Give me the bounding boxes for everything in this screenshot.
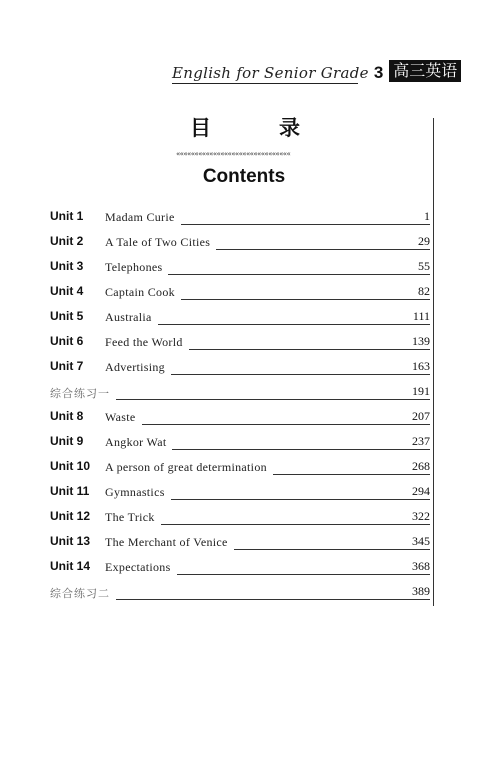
- page-number: 1: [424, 209, 430, 223]
- entry-title: The Merchant of Venice: [105, 535, 228, 549]
- chinese-label-badge: 高三英语: [389, 60, 461, 82]
- entry-title: Captain Cook: [105, 285, 175, 299]
- page-number: 368: [412, 559, 430, 573]
- toc-entry: [46, 379, 436, 404]
- page-number: 55: [418, 259, 430, 273]
- toc-title: [190, 112, 300, 142]
- toc-entry: [46, 354, 436, 379]
- entry-title: Madam Curie: [105, 210, 175, 224]
- toc-title-char: 目: [190, 116, 211, 140]
- leader-line: [171, 499, 430, 500]
- page-number: 191: [412, 384, 430, 398]
- leader-line: [171, 374, 430, 375]
- page-number: 389: [412, 584, 430, 598]
- entry-title: Australia: [105, 310, 152, 324]
- entry-title: Expectations: [105, 560, 171, 574]
- toc-entry: [46, 554, 436, 579]
- entry-title: 综合练习二: [50, 587, 110, 600]
- unit-label: Unit 3: [50, 259, 84, 273]
- toc-entry: [46, 279, 436, 304]
- leader-line: [177, 574, 430, 575]
- entry-title: Feed the World: [105, 335, 183, 349]
- page-number: 82: [418, 284, 430, 298]
- page-number: 237: [412, 434, 430, 448]
- leader-line: [142, 424, 430, 425]
- leader-line: [172, 449, 430, 450]
- entry-title: A person of great determination: [105, 460, 267, 474]
- entry-title: Telephones: [105, 260, 163, 274]
- toc-entry: [46, 254, 436, 279]
- page-number: 345: [412, 534, 430, 548]
- toc-entry: [46, 229, 436, 254]
- leader-line: [116, 599, 430, 600]
- entry-title: Advertising: [105, 360, 165, 374]
- decorative-divider: «««««««««««««««««««««««««««««««: [176, 150, 291, 158]
- book-title: English for Senior Grade: [172, 64, 369, 82]
- unit-label: Unit 13: [50, 534, 91, 548]
- entry-title: The Trick: [105, 510, 155, 524]
- unit-label: Unit 11: [50, 484, 90, 498]
- page-number: 294: [412, 484, 430, 498]
- page-number: 163: [412, 359, 430, 373]
- toc-entry: [46, 329, 436, 354]
- toc-entry: [46, 429, 436, 454]
- header-rule: [172, 83, 358, 84]
- toc-entry: [46, 304, 436, 329]
- page-number: 139: [412, 334, 430, 348]
- unit-label: Unit 2: [50, 234, 84, 248]
- unit-label: Unit 10: [50, 459, 91, 473]
- toc-entry: [46, 479, 436, 504]
- unit-label: Unit 12: [50, 509, 91, 523]
- entry-title: Waste: [105, 410, 136, 424]
- unit-label: Unit 4: [50, 284, 84, 298]
- page-number: 268: [412, 459, 430, 473]
- leader-line: [158, 324, 430, 325]
- unit-label: Unit 1: [50, 209, 84, 223]
- entry-title: A Tale of Two Cities: [105, 235, 211, 249]
- toc-entry: [46, 579, 436, 604]
- page-number: 322: [412, 509, 430, 523]
- entry-title: Gymnastics: [105, 485, 165, 499]
- running-header: [172, 58, 461, 82]
- unit-label: Unit 14: [50, 559, 91, 573]
- leader-line: [181, 224, 430, 225]
- contents-heading: Contents: [202, 166, 286, 187]
- leader-line: [189, 349, 430, 350]
- leader-line: [168, 274, 430, 275]
- leader-line: [216, 249, 430, 250]
- page-number: 29: [418, 234, 430, 248]
- toc-title-char: 录: [279, 116, 300, 140]
- toc-entry: [46, 204, 436, 229]
- unit-label: Unit 5: [50, 309, 84, 323]
- unit-label: Unit 7: [50, 359, 84, 373]
- page-number: 207: [412, 409, 430, 423]
- unit-label: Unit 9: [50, 434, 84, 448]
- unit-label: Unit 8: [50, 409, 84, 423]
- toc-entry: [46, 529, 436, 554]
- leader-line: [234, 549, 430, 550]
- entry-title: 综合练习一: [50, 387, 110, 400]
- unit-label: Unit 6: [50, 334, 84, 348]
- toc-entry: [46, 404, 436, 429]
- toc-entry: [46, 504, 436, 529]
- entry-title: Angkor Wat: [105, 435, 167, 449]
- leader-line: [181, 299, 430, 300]
- leader-line: [161, 524, 430, 525]
- page-number: 111: [412, 309, 430, 323]
- grade-number: 3: [373, 63, 384, 82]
- toc-list: [46, 204, 436, 604]
- toc-entry: [46, 454, 436, 479]
- leader-line: [273, 474, 430, 475]
- leader-line: [116, 399, 430, 400]
